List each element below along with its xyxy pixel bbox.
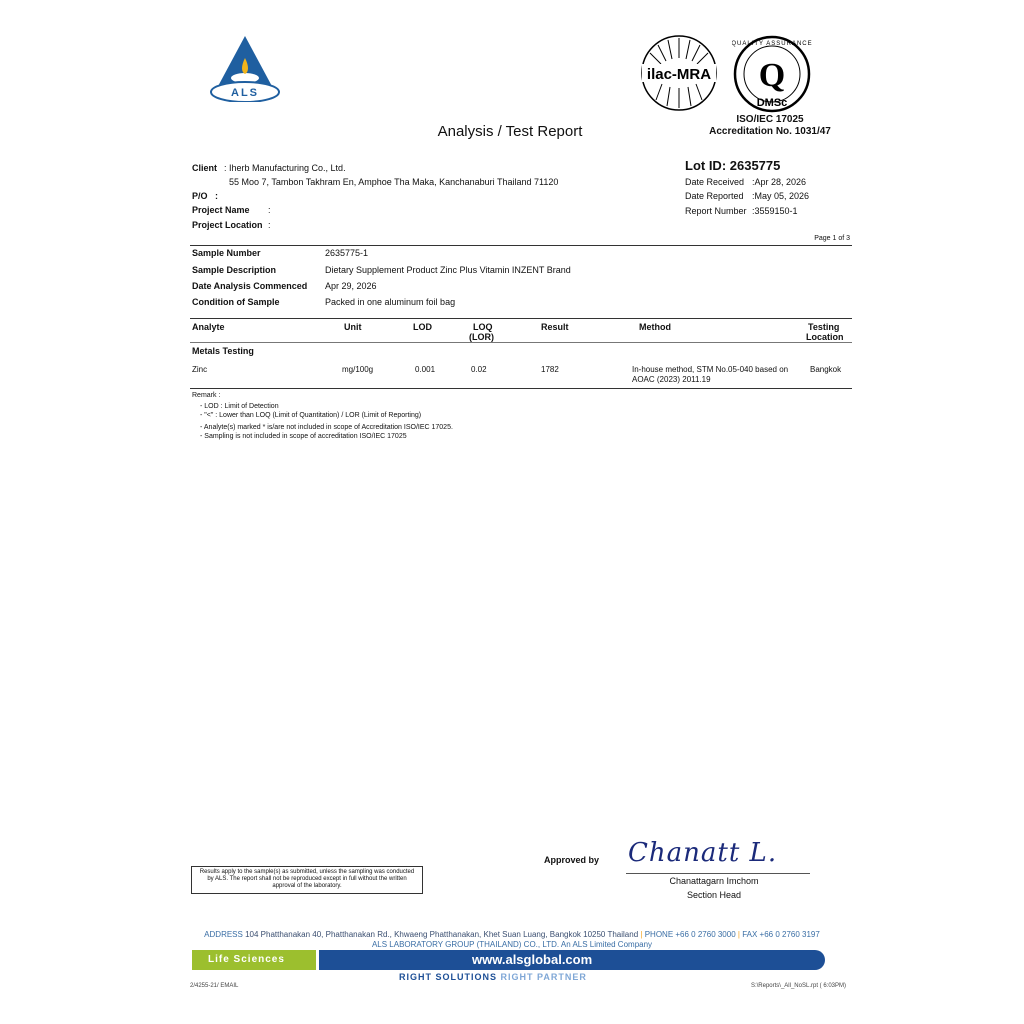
sample-description-label: Sample Description xyxy=(192,265,277,275)
remark-lower-than: - "<" : Lower than LOQ (Limit of Quantitation) / LOR (Limit of Reporting) xyxy=(200,412,422,419)
project-location-value: : xyxy=(268,220,271,230)
header-lod: LOD xyxy=(413,322,432,332)
disclaimer-box: Results apply to the sample(s) as submitted, unless the sampling was conducted by ALS. The report shall not be reproduced except in full without the written approval of the laboratory. xyxy=(191,866,423,894)
ilac-mra-badge xyxy=(640,34,718,112)
group-label: Metals Testing xyxy=(192,346,254,356)
footer-band xyxy=(192,950,822,970)
fax: FAX +66 0 2760 3197 xyxy=(742,930,820,939)
po-label: P/O xyxy=(192,191,208,201)
report-number-label: Report Number xyxy=(685,206,747,216)
signature: Chanatt L. xyxy=(628,838,778,868)
lot-id: Lot ID: 2635775 xyxy=(685,158,781,173)
date-reported-value: :May 05, 2026 xyxy=(752,191,810,201)
header-location: Location xyxy=(806,332,844,342)
divider xyxy=(190,245,852,246)
po-value: : xyxy=(215,191,218,201)
cell-result: 1782 xyxy=(541,365,559,374)
header-divider xyxy=(190,342,852,343)
approver-position: Section Head xyxy=(686,890,742,900)
cell-unit: mg/100g xyxy=(342,365,374,374)
remark-accreditation: - Analyte(s) marked * is/are not included in scope of Accreditation ISO/IEC 17025. xyxy=(200,424,453,431)
separator: | xyxy=(640,930,643,939)
sample-description-value: Dietary Supplement Product Zinc Plus Vitamin INZENT Brand xyxy=(325,265,571,275)
cell-method-line1: In-house method, STM No.05-040 based on xyxy=(632,365,789,374)
date-commenced-value: Apr 29, 2026 xyxy=(325,281,377,291)
tagline-a: RIGHT SOLUTIONS xyxy=(399,972,497,982)
divider xyxy=(190,388,852,389)
form-code: 2/4255-21/ EMAIL xyxy=(190,983,239,989)
header-unit: Unit xyxy=(344,322,362,332)
signature-line xyxy=(626,873,810,874)
cell-loq: 0.02 xyxy=(471,365,487,374)
condition-label: Condition of Sample xyxy=(192,297,280,307)
header-method: Method xyxy=(639,322,671,332)
header-testing: Testing xyxy=(808,322,840,332)
tagline xyxy=(399,972,587,982)
cell-analyte: Zinc xyxy=(192,365,208,374)
qa-ring-text: QUALITY ASSURANCE xyxy=(732,41,812,47)
ilac-text: ilac-MRA xyxy=(646,66,712,83)
remark-sampling: - Sampling is not included in scope of accreditation ISO/IEC 17025 xyxy=(200,433,407,440)
header-lor: (LOR) xyxy=(469,332,494,342)
date-received-label: Date Received xyxy=(685,177,745,187)
client-label: Client xyxy=(192,163,218,173)
approved-by-label: Approved by xyxy=(544,855,600,865)
cell-location: Bangkok xyxy=(810,365,842,374)
qa-letter: Q xyxy=(758,57,786,94)
sample-number-label: Sample Number xyxy=(192,248,261,258)
address-prefix: ADDRESS xyxy=(204,930,243,939)
cell-lod: 0.001 xyxy=(415,365,436,374)
project-location-label: Project Location xyxy=(192,220,263,230)
date-commenced-label: Date Analysis Commenced xyxy=(192,281,308,291)
remark-lod: - LOD : Limit of Detection xyxy=(200,403,279,410)
header-result: Result xyxy=(541,322,569,332)
life-sciences-label: Life Sciences xyxy=(208,954,285,965)
header-loq: LOQ xyxy=(473,322,493,332)
client-address: 55 Moo 7, Tambon Takhram En, Amphoe Tha Maka, Kanchanaburi Thailand 71120 xyxy=(229,177,559,187)
report-number-value: :3559150-1 xyxy=(752,206,798,216)
separator: | xyxy=(737,930,740,939)
address-text: 104 Phatthanakan 40, Phatthanakan Rd., Khwaeng Phatthanakan, Khet Suan Luang, Bangkok 10250 Thailand xyxy=(245,930,639,939)
project-name-value: : xyxy=(268,205,271,215)
file-path: S:\Reports\_All_NoSL.rpt ( 6:03PM) xyxy=(750,983,846,989)
quality-assurance-badge xyxy=(732,34,812,114)
remarks-title: Remark : xyxy=(192,392,221,399)
website-link[interactable]: www.alsglobal.com xyxy=(472,952,593,967)
date-received-value: :Apr 28, 2026 xyxy=(752,177,807,187)
divider xyxy=(190,318,852,319)
footer-address xyxy=(0,930,1024,939)
report-title: Analysis / Test Report xyxy=(437,123,583,140)
cell-method-line2: AOAC (2023) 2011.19 xyxy=(632,375,711,384)
page-number: Page 1 of 3 xyxy=(814,235,850,242)
client-value: : Iherb Manufacturing Co., Ltd. xyxy=(224,163,346,173)
iso-standard: ISO/IEC 17025 xyxy=(736,114,804,125)
tagline-b: RIGHT PARTNER xyxy=(500,972,587,982)
qa-sub: DMSc xyxy=(756,97,788,109)
date-reported-label: Date Reported xyxy=(685,191,744,201)
accreditation-number: Accreditation No. 1031/47 xyxy=(709,126,831,137)
sample-number-value: 2635775-1 xyxy=(325,248,369,258)
project-name-label: Project Name xyxy=(192,205,250,215)
approver-name: Chanattagarn Imchom xyxy=(669,876,759,886)
condition-value: Packed in one aluminum foil bag xyxy=(325,297,456,307)
header-analyte: Analyte xyxy=(192,322,225,332)
phone: PHONE +66 0 2760 3000 xyxy=(644,930,736,939)
company-line: ALS LABORATORY GROUP (THAILAND) CO., LTD. An ALS Limited Company xyxy=(371,940,653,949)
logo-text: ALS xyxy=(231,87,259,99)
als-logo xyxy=(208,34,282,102)
